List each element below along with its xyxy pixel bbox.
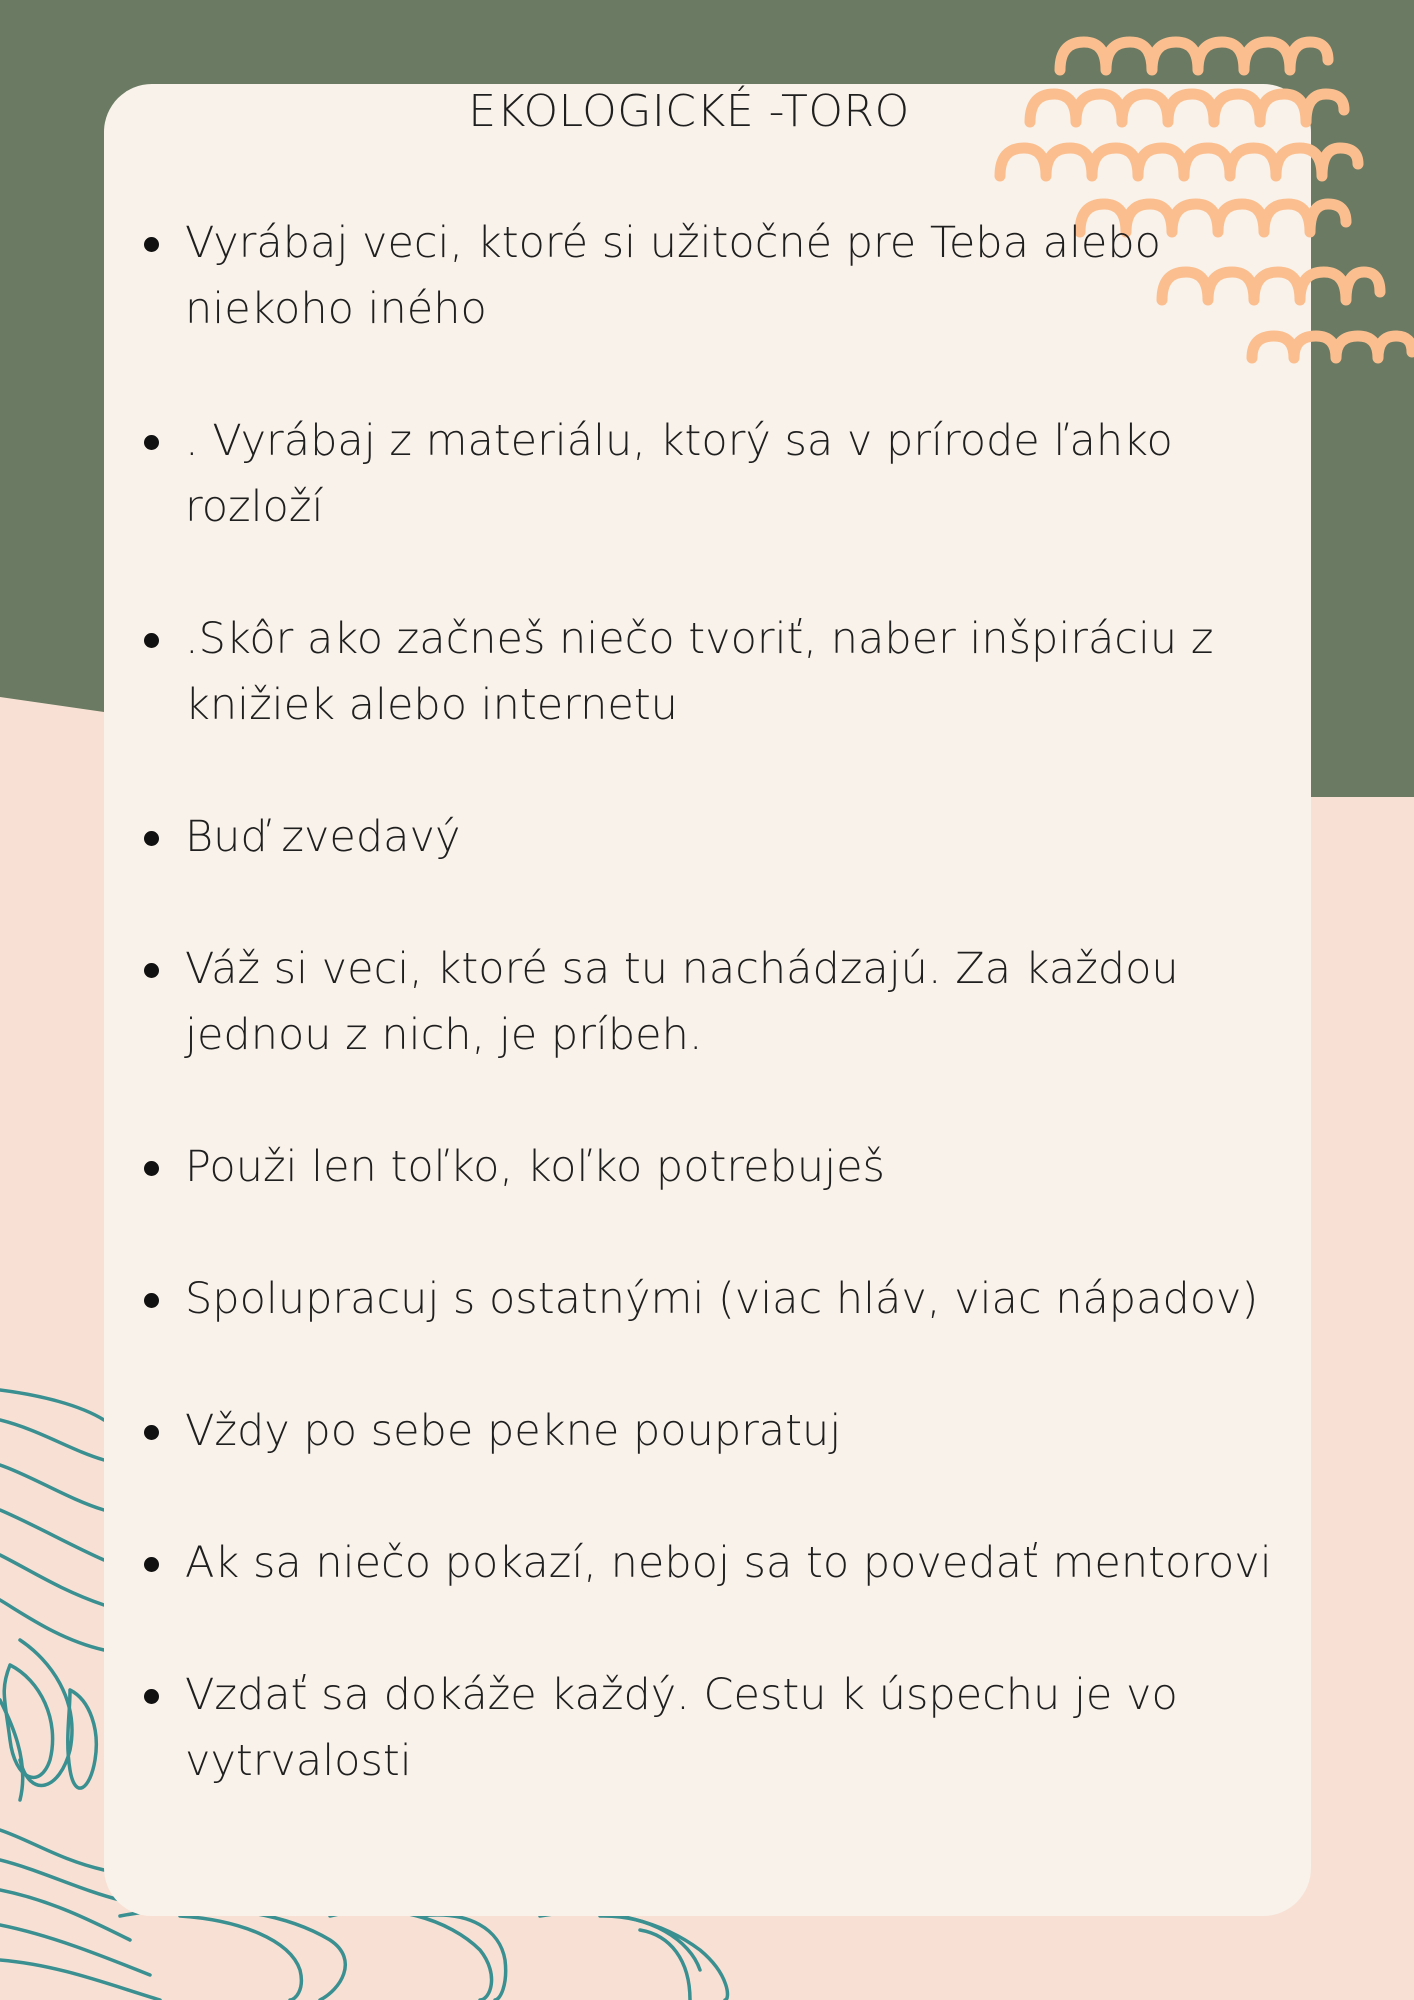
- list-item: [136, 408, 1276, 540]
- rule-text: .Skôr ako začneš niečo tvoriť, naber inšpiráciu z knižiek alebo internetu: [185, 614, 1214, 730]
- rule-text: Vzdať sa dokáže každý. Cestu k úspechu je vo vytrvalosti: [185, 1670, 1178, 1786]
- rule-text: Spolupracuj s ostatnými (viac hláv, viac nápadov): [185, 1274, 1259, 1324]
- bullet-icon: [144, 1425, 159, 1440]
- rules-list: [136, 210, 1276, 1860]
- bullet-icon: [144, 633, 159, 648]
- rule-text: Vyrábaj veci, ktoré si užitočné pre Teba alebo niekoho iného: [185, 218, 1161, 334]
- bullet-icon: [144, 435, 159, 450]
- list-item: [136, 1530, 1276, 1596]
- list-item: [136, 804, 1276, 870]
- bullet-icon: [144, 831, 159, 846]
- list-item: [136, 1398, 1276, 1464]
- list-item: [136, 1266, 1276, 1332]
- bullet-icon: [144, 1161, 159, 1176]
- list-item: [136, 1662, 1276, 1794]
- list-item: [136, 1134, 1276, 1200]
- rule-text: Vždy po sebe pekne poupratuj: [185, 1406, 842, 1456]
- rule-text: Použi len toľko, koľko potrebuješ: [185, 1142, 885, 1192]
- rule-text: Buď zvedavý: [185, 812, 461, 862]
- bullet-icon: [144, 237, 159, 252]
- bullet-icon: [144, 1557, 159, 1572]
- rule-text: Váž si veci, ktoré sa tu nachádzajú. Za každou jednou z nich, je príbeh.: [185, 944, 1179, 1060]
- list-item: [136, 210, 1276, 342]
- rule-text: . Vyrábaj z materiálu, ktorý sa v prírode ľahko rozloží: [185, 416, 1173, 532]
- page-title: EKOLOGICKÉ -TORO: [468, 86, 910, 137]
- list-item: [136, 606, 1276, 738]
- list-item: [136, 936, 1276, 1068]
- bullet-icon: [144, 1293, 159, 1308]
- bullet-icon: [144, 963, 159, 978]
- bullet-icon: [144, 1689, 159, 1704]
- rule-text: Ak sa niečo pokazí, neboj sa to povedať mentorovi: [185, 1538, 1272, 1588]
